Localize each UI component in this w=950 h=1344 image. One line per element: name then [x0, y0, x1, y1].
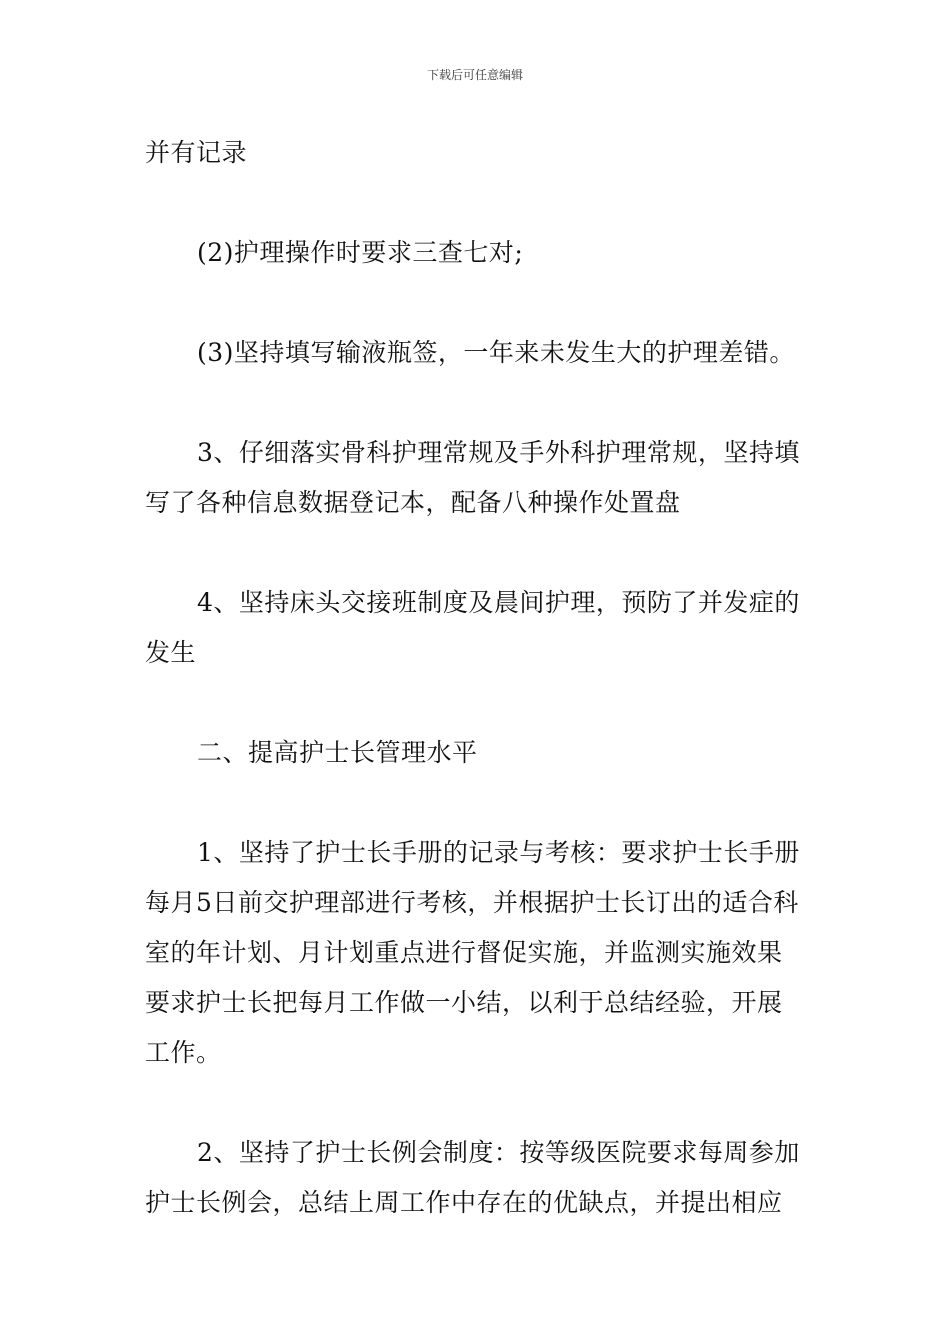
page-header-note: 下载后可任意编辑 — [426, 68, 523, 82]
paragraph-point-3: 3、仔细落实骨科护理常规及手外科护理常规，坚持填写了各种信息数据登记本，配备八种操作处置盘 — [145, 438, 800, 517]
paragraph-point-4: 4、坚持床头交接班制度及晨间护理，预防了并发症的发生 — [145, 588, 800, 667]
paragraph-section2-point-1: 1、坚持了护士长手册的记录与考核：要求护士长手册每月5日前交护理部进行考核，并根据护士长订出的适合科室的年计划、月计划重点进行督促实施，并监测实施效果要求护士长把每月工作做一小结，以利于总结经验，开展工作。 — [145, 838, 800, 1067]
paragraph-section2-point-2: 2、坚持了护士长例会制度：按等级医院要求每周参加护士长例会，总结上周工作中存在的优缺点，并提出相应 — [145, 1138, 800, 1217]
paragraph-item-2: (2)护理操作时要求三查七对; — [197, 238, 524, 267]
paragraph-item-3: (3)坚持填写输液瓶签，一年来未发生大的护理差错。 — [197, 338, 795, 367]
document-body — [145, 128, 805, 1228]
section-heading-two: 二、提高护士长管理水平 — [197, 738, 478, 767]
paragraph-continuation: 并有记录 — [145, 138, 248, 167]
